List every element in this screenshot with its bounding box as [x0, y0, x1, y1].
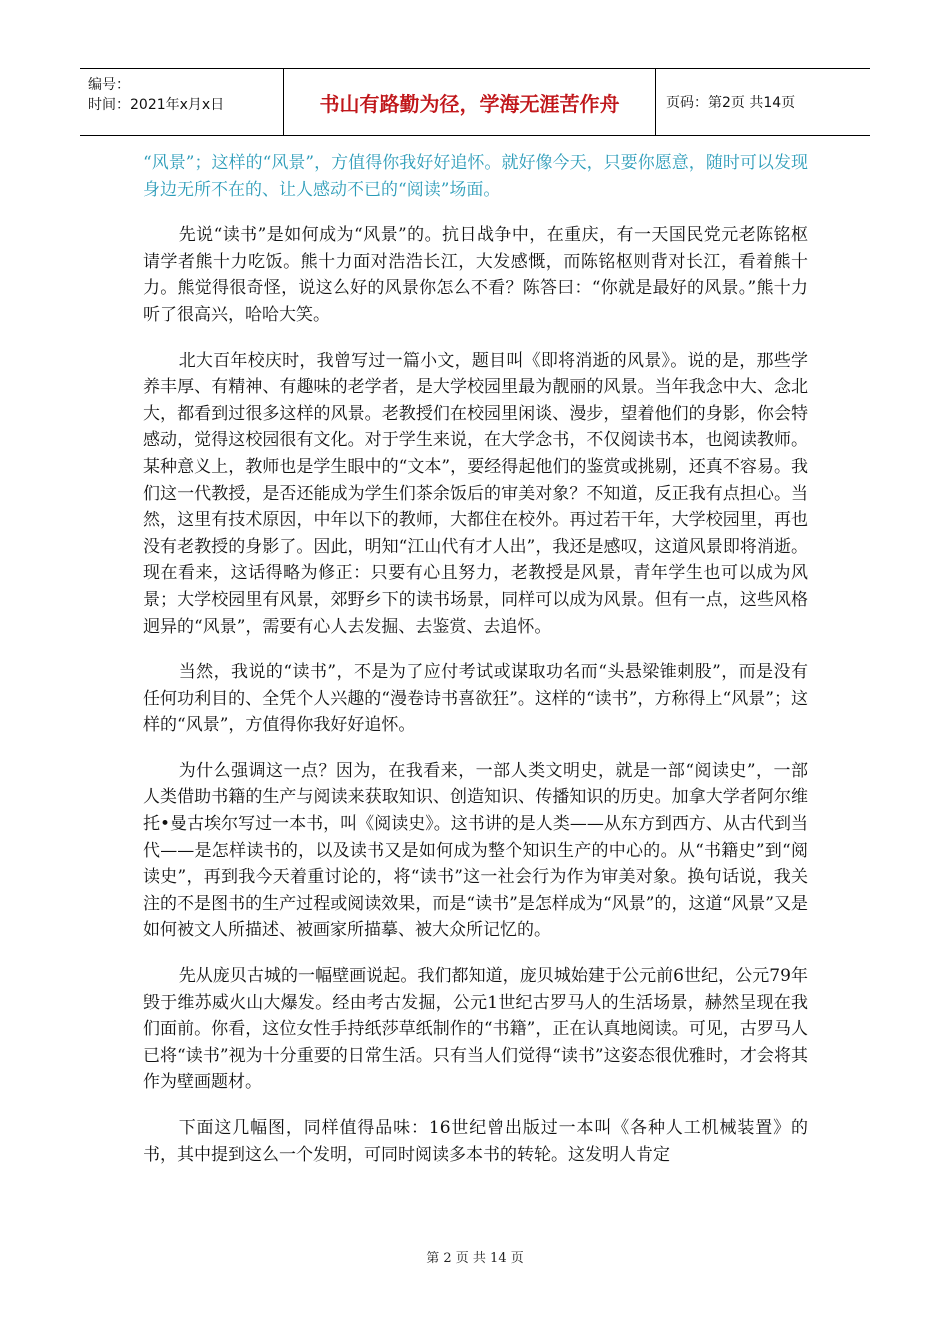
paragraph: 下面这几幅图，同样值得品味：16世纪曾出版过一本叫《各种人工机械装置》的书，其中提到这么一个发明，可同时阅读多本书的转轮。这发明人肯定 [143, 1118, 808, 1165]
page-footer: 第 2 页 共 14 页 [426, 1251, 524, 1266]
paragraph: 为什么强调这一点？因为，在我看来，一部人类文明史，就是一部“阅读史”，一部人类借助书籍的生产与阅读来获取知识、创造知识、传播知识的历史。加拿大学者阿尔维托•曼古埃尔写过一本书，叫《阅读史》。这书讲的是人类——从东方到西方、从古代到当代——是怎样读书的，以及读书又是如何成为整个知识生产的中心的。从“书籍史”到“阅读史”，再到我今天着重讨论的，将“读书”这一社会行为作为审美对象。换句话说，我关注的不是图书的生产过程或阅读效果，而是“读书”是怎样成为“风景”的，这道“风景”又是如何被文人所描述、被画家所描摹、被大众所记忆的。 [143, 760, 808, 941]
document-number-label: 编号： [88, 77, 130, 93]
paragraph: 先从庞贝古城的一幅壁画说起。我们都知道，庞贝城始建于公元前6世纪，公元79年毁于维苏威火山大爆发。经由考古发掘，公元1世纪古罗马人的生活场景，赫然呈现在我们面前。你看，这位女性手持纸莎草纸制作的“书籍”，正在认真地阅读。可见，古罗马人已将“读书”视为十分重要的日常生活。只有当人们觉得“读书”这姿态很优雅时，才会将其作为壁画题材。 [143, 966, 808, 1093]
paragraph-continued: “风景”；这样的“风景”，方值得你我好好追怀。就好像今天，只要你愿意，随时可以发现身边无所不在的、让人感动不已的“阅读”场面。 [143, 153, 808, 200]
paragraph: 先说“读书”是如何成为“风景”的。抗日战争中，在重庆，有一天国民党元老陈铭枢请学者熊十力吃饭。熊十力面对浩浩长江，大发感慨，而陈铭枢则背对长江，看着熊十力。熊觉得很奇怪，说这么好的风景你怎么不看？陈答曰：“你就是最好的风景。”熊十力听了很高兴，哈哈大笑。 [143, 225, 808, 325]
article-body [143, 150, 808, 1187]
header-motto: 书山有路勤为径，学海无涯苦作舟 [284, 69, 656, 135]
header-meta [80, 69, 284, 135]
paragraph: 当然，我说的“读书”，不是为了应付考试或谋取功名而“头悬梁锥刺股”，而是没有任何功利目的、全凭个人兴趣的“漫卷诗书喜欲狂”。这样的“读书”，方称得上“风景”；这样的“风景”，方值得你我好好追怀。 [143, 662, 808, 736]
header-page-info: 页码：第2页 共14页 [666, 95, 796, 111]
document-time-label: 时间：2021年x月x日 [88, 97, 225, 113]
paragraph: 北大百年校庆时，我曾写过一篇小文，题目叫《即将消逝的风景》。说的是，那些学养丰厚、有精神、有趣味的老学者，是大学校园里最为靓丽的风景。当年我念中大、念北大，都看到过很多这样的风景。老教授们在校园里闲谈、漫步，望着他们的身影，你会特感动，觉得这校园很有文化。对于学生来说，在大学念书，不仅阅读书本，也阅读教师。某种意义上，教师也是学生眼中的“文本”，要经得起他们的鉴赏或挑剔，还真不容易。我们这一代教授，是否还能成为学生们茶余饭后的审美对象？不知道，反正我有点担心。当然，这里有技术原因，中年以下的教师，大都住在校外。再过若干年，大学校园里，再也没有老教授的身影了。因此，明知“江山代有才人出”，我还是感叹，这道风景即将消逝。现在看来，这话得略为修正：只要有心且努力，老教授是风景，青年学生也可以成为风景；大学校园里有风景，郊野乡下的读书场景，同样可以成为风景。但有一点，这些风格迥异的“风景”，需要有心人去发掘、去鉴赏、去追怀。 [143, 350, 808, 637]
page-header [80, 68, 870, 136]
